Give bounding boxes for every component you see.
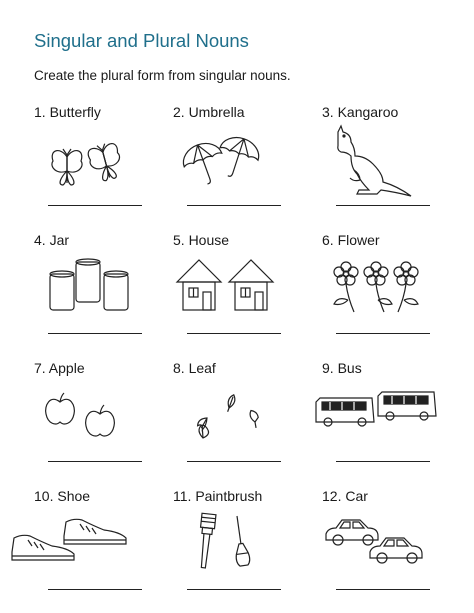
car-icon (322, 510, 462, 580)
noun-label: 2. Umbrella (173, 104, 245, 120)
paintbrush-icon (173, 510, 313, 580)
answer-line[interactable] (187, 589, 281, 590)
noun-item-jar (34, 232, 174, 352)
noun-label: 12. Car (322, 488, 368, 504)
noun-label: 10. Shoe (34, 488, 91, 504)
kangaroo-icon (322, 126, 462, 196)
shoe-icon (34, 510, 174, 580)
noun-label: 11. Paintbrush (173, 488, 263, 504)
answer-line[interactable] (48, 461, 142, 462)
bus-icon (322, 382, 462, 452)
answer-line[interactable] (336, 461, 430, 462)
noun-item-bus (322, 360, 462, 480)
noun-label: 4. Jar (34, 232, 70, 248)
umbrella-icon (173, 126, 313, 196)
noun-label: 8. Leaf (173, 360, 216, 376)
answer-line[interactable] (336, 589, 430, 590)
answer-line[interactable] (336, 333, 430, 334)
answer-line[interactable] (48, 333, 142, 334)
answer-line[interactable] (48, 205, 142, 206)
noun-item-car (322, 488, 462, 608)
noun-item-flower (322, 232, 462, 352)
answer-line[interactable] (336, 205, 430, 206)
noun-item-paintbrush (173, 488, 313, 608)
noun-item-leaf (173, 360, 313, 480)
noun-item-shoe (34, 488, 174, 608)
noun-item-house (173, 232, 313, 352)
page-title: Singular and Plural Nouns (34, 30, 249, 51)
flower-icon (322, 254, 462, 324)
noun-label: 7. Apple (34, 360, 85, 376)
answer-line[interactable] (48, 589, 142, 590)
apple-icon (34, 382, 174, 452)
answer-line[interactable] (187, 205, 281, 206)
noun-item-umbrella (173, 104, 313, 224)
noun-item-apple (34, 360, 174, 480)
jar-icon (34, 254, 174, 324)
butterfly-icon (34, 126, 174, 196)
house-icon (173, 254, 313, 324)
noun-label: 3. Kangaroo (322, 104, 399, 120)
noun-item-butterfly (34, 104, 174, 224)
instructions-text: Create the plural form from singular nouns. (34, 68, 291, 83)
noun-item-kangaroo (322, 104, 462, 224)
answer-line[interactable] (187, 461, 281, 462)
answer-line[interactable] (187, 333, 281, 334)
noun-label: 1. Butterfly (34, 104, 101, 120)
noun-label: 6. Flower (322, 232, 380, 248)
noun-label: 9. Bus (322, 360, 362, 376)
leaf-icon (173, 382, 313, 452)
noun-label: 5. House (173, 232, 230, 248)
